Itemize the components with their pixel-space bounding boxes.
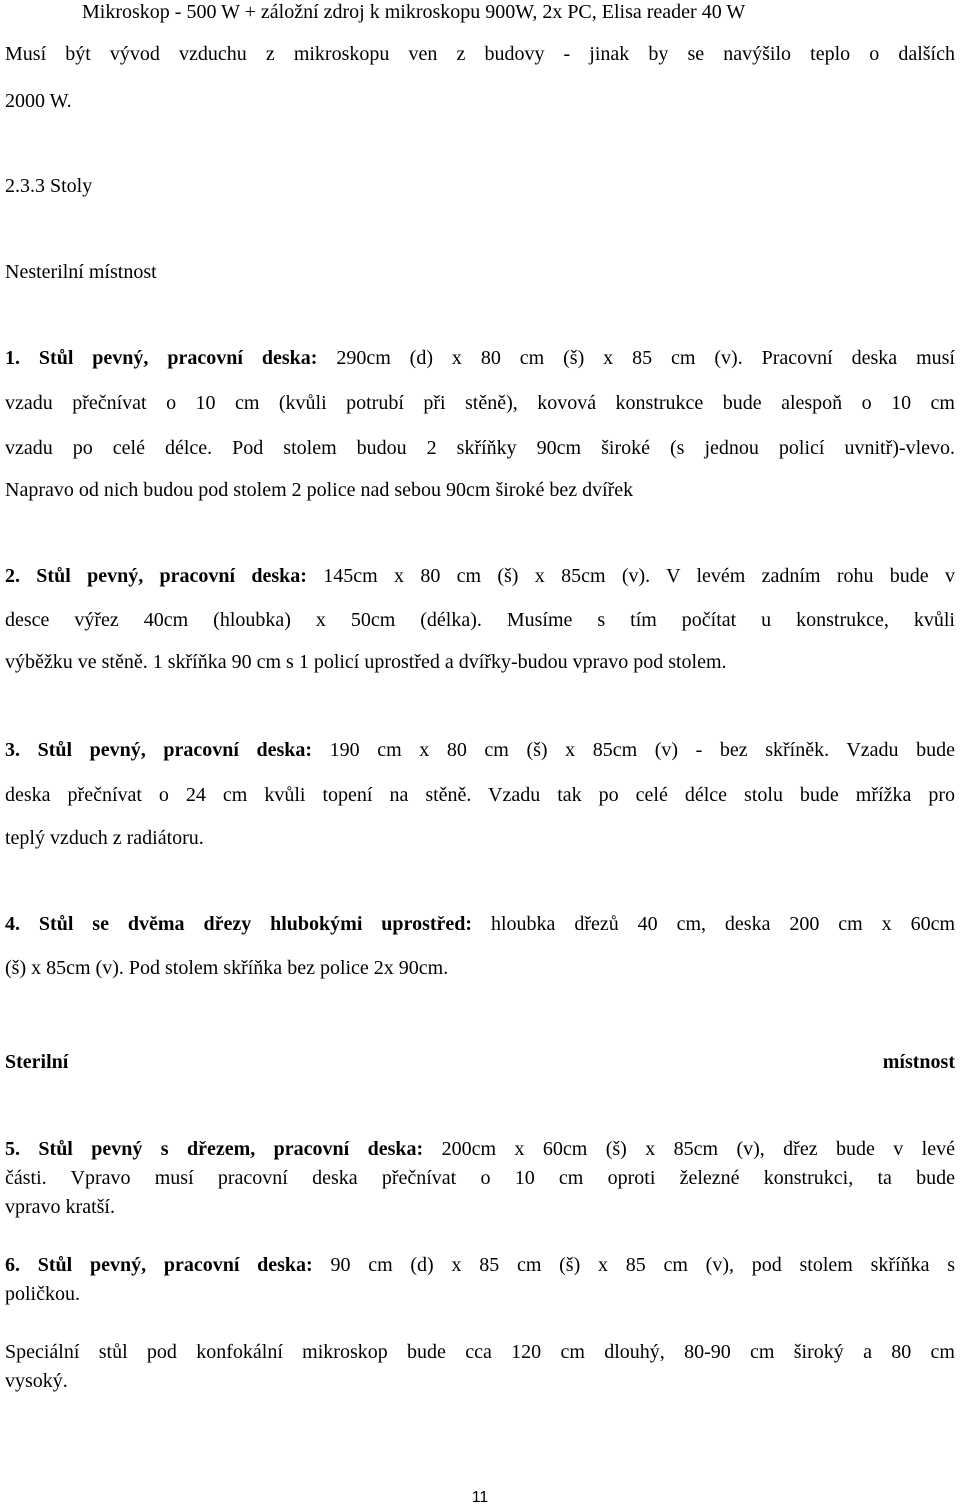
intro-line-3: 2000 W. bbox=[5, 90, 72, 112]
item6-line-2: poličkou. bbox=[5, 1283, 80, 1305]
item1-line-4: Napravo od nich budou pod stolem 2 police nad sebou 90cm široké bez dvířek bbox=[5, 479, 634, 501]
section-heading: 2.3.3 Stoly bbox=[5, 175, 93, 197]
item3-line-2: deska přečnívat o 24 cm kvůli topení na stěně. Vzadu tak po celé délce stolu bude mřížka pro bbox=[5, 784, 955, 806]
special-line-1: Speciální stůl pod konfokální mikroskop bude cca 120 cm dlouhý, 80-90 cm široký a 80 cm bbox=[5, 1341, 955, 1363]
item4-line-2: (š) x 85cm (v). Pod stolem skříňka bez police 2x 90cm. bbox=[5, 957, 449, 979]
page-number: 11 bbox=[471, 1489, 489, 1506]
item1-line-3: vzadu po celé délce. Pod stolem budou 2 skříňky 90cm široké (s jednou policí uvnitř)-vlevo. bbox=[5, 437, 955, 459]
item1-line-1: 1. Stůl pevný, pracovní deska: 290cm (d) x 80 cm (š) x 85 cm (v). Pracovní deska musí bbox=[5, 347, 955, 369]
item2-line-3: výběžku ve stěně. 1 skříňka 90 cm s 1 policí uprostřed a dvířky-budou vpravo pod stolem. bbox=[5, 651, 727, 673]
item5-line-1: 5. Stůl pevný s dřezem, pracovní deska: 200cm x 60cm (š) x 85cm (v), dřez bude v levé bbox=[5, 1138, 955, 1160]
sterilni-heading-left: Sterilní bbox=[5, 1051, 69, 1073]
item3-line-3: teplý vzduch z radiátoru. bbox=[5, 827, 204, 849]
item2-title: 2. Stůl pevný, pracovní deska: bbox=[5, 565, 307, 587]
intro-line-2: Musí být vývod vzduchu z mikroskopu ven z budovy - jinak by se navýšilo teplo o dalších bbox=[5, 43, 955, 65]
item5-line-2: části. Vpravo musí pracovní deska přečnívat o 10 cm oproti železné konstrukci, ta bude bbox=[5, 1167, 955, 1189]
item5-line-3: vpravo kratší. bbox=[5, 1196, 115, 1218]
nesterilni-heading: Nesterilní místnost bbox=[5, 261, 157, 283]
sterilni-heading-right: místnost bbox=[882, 1051, 955, 1073]
intro-line-1: Mikroskop - 500 W + záložní zdroj k mikroskopu 900W, 2x PC, Elisa reader 40 W bbox=[82, 1, 746, 23]
item6-title: 6. Stůl pevný, pracovní deska: bbox=[5, 1254, 313, 1276]
item4-line-1: 4. Stůl se dvěma dřezy hlubokými uprostřed: hloubka dřezů 40 cm, deska 200 cm x 60cm bbox=[5, 913, 956, 935]
item3-line-1: 3. Stůl pevný, pracovní deska: 190 cm x 80 cm (š) x 85cm (v) - bez skříněk. Vzadu bude bbox=[5, 739, 955, 761]
item6-line-1: 6. Stůl pevný, pracovní deska: 90 cm (d) x 85 cm (š) x 85 cm (v), pod stolem skříňka s bbox=[5, 1254, 955, 1276]
item5-title: 5. Stůl pevný s dřezem, pracovní deska: bbox=[5, 1138, 424, 1160]
special-line-2: vysoký. bbox=[5, 1370, 68, 1392]
item1-line-2: vzadu přečnívat o 10 cm (kvůli potrubí při stěně), kovová konstrukce bude alespoň o 10 cm bbox=[5, 392, 955, 414]
item3-title: 3. Stůl pevný, pracovní deska: bbox=[5, 739, 313, 761]
item2-line-1: 2. Stůl pevný, pracovní deska: 145cm x 80 cm (š) x 85cm (v). V levém zadním rohu bude v bbox=[5, 565, 955, 587]
item2-line-2: desce výřez 40cm (hloubka) x 50cm (délka). Musíme s tím počítat u konstrukce, kvůli bbox=[5, 609, 955, 631]
item4-title: 4. Stůl se dvěma dřezy hlubokými uprostřed: bbox=[5, 913, 473, 935]
item1-title: 1. Stůl pevný, pracovní deska: bbox=[5, 347, 318, 369]
